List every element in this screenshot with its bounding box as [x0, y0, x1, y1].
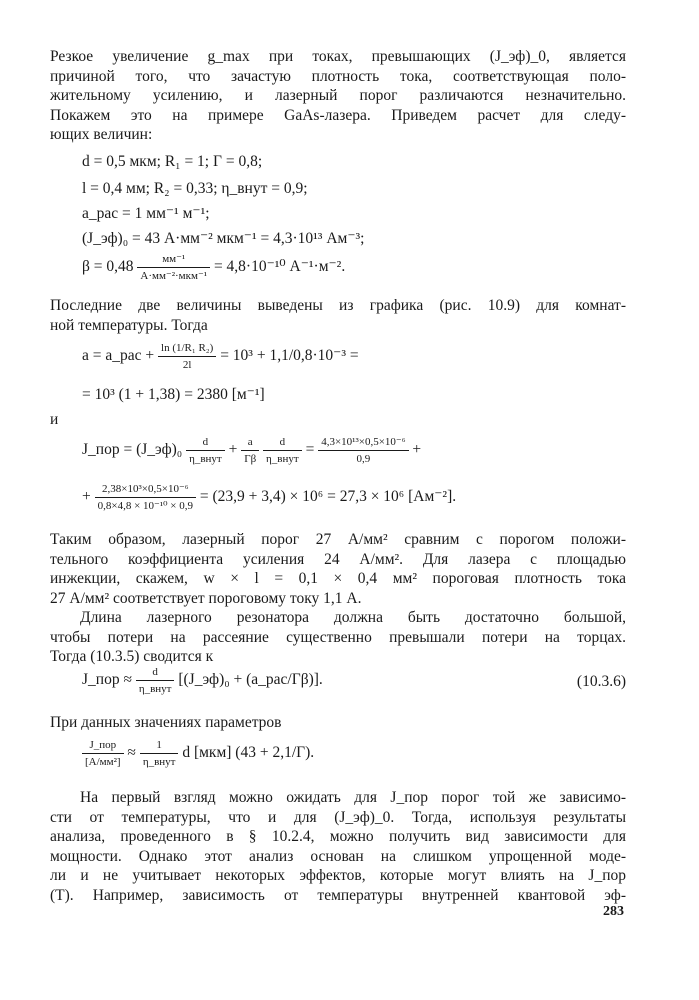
param-row-3: a_рас = 1 мм⁻¹ м⁻¹; — [82, 205, 210, 222]
text-line: Таким образом, лазерный порог 27 А/мм² сравним с порогом положи- — [50, 531, 626, 548]
text-line: ной температуры. Тогда — [50, 316, 208, 334]
fraction-denominator: η_внут — [138, 683, 172, 695]
fraction-denominator: 2l — [182, 359, 192, 371]
fraction-numerator: d — [263, 435, 302, 451]
fraction-denominator: 0,9 — [356, 453, 371, 465]
fraction-denominator: 0,8×4,8 × 10⁻¹⁰ × 0,9 — [97, 500, 193, 512]
fraction-denominator: Γβ — [244, 453, 257, 465]
fraction-d-eta — [136, 665, 175, 696]
equation-j-threshold — [82, 435, 421, 466]
equation-right: [(J_эф)₀ + (a_рас/Γβ)]. — [178, 671, 323, 689]
fraction-numerator: 4,3×10¹³×0,5×10⁻⁶ — [318, 435, 408, 451]
beta-fraction — [137, 252, 210, 283]
fraction-denominator: [А/мм²] — [85, 756, 121, 768]
equation-a-right: = 10³ + 1,1/0,8·10⁻³ = — [220, 347, 359, 365]
text-line: анализа, проведенного в § 10.2.4, можно получить вид зависимости для — [50, 828, 626, 846]
plus-sign: + — [412, 441, 422, 459]
text-line: Резкое увеличение g_max при токах, превышающих (J_эф)_0, является — [50, 48, 626, 65]
fraction-numerator: d — [136, 665, 175, 681]
fraction-j-units — [82, 738, 124, 769]
text-line: причиной того, что зачастую плотность тока, соответствующая поло- — [50, 67, 626, 85]
paragraph-given-params — [50, 713, 626, 733]
param-row-5 — [82, 252, 345, 283]
fraction-numerator: 2,38×10³×0,5×10⁻⁶ — [95, 482, 196, 498]
page-number: 283 — [603, 904, 624, 919]
text-line: Покажем это на примере GaAs-лазера. Приведем расчет для следу- — [50, 106, 626, 124]
text-line: ющих величин: — [50, 126, 153, 144]
equation-j-left: J_пор = (J_эф)₀ — [82, 441, 183, 459]
beta-value: = 4,8·10⁻¹⁰ А⁻¹·м⁻². — [213, 258, 346, 276]
fraction-denominator: η_внут — [266, 453, 299, 465]
paragraph-resonator — [50, 608, 626, 667]
text-line: Длина лазерного резонатора должна быть достаточно большой, — [80, 609, 626, 626]
equation-10-3-6 — [82, 665, 323, 696]
fraction-numerator: a — [241, 435, 259, 451]
equation-a — [82, 341, 359, 372]
fraction-numerator: J_пор — [82, 738, 124, 754]
fraction-denominator: А·мм⁻²·мкм⁻¹ — [140, 270, 208, 282]
fraction-one-eta — [140, 738, 179, 769]
plus-sign: + — [82, 488, 91, 506]
fraction-denominator: η_внут — [189, 453, 222, 465]
text-line: ли и не учитывает некоторых эффектов, которые могут влиять на J_пор — [50, 867, 626, 885]
text-line: Последние две величины выведены из графика (рис. 10.9) для комнат- — [50, 297, 626, 314]
equation-a-fraction — [158, 341, 216, 372]
plus-sign: + — [228, 441, 238, 459]
param-row-2: l = 0,4 мм; R₂ = 0,33; η_внут = 0,9; — [82, 180, 308, 197]
text-line: При данных значениях параметров — [50, 714, 282, 731]
equals-sign: = — [305, 441, 315, 459]
text-line: тельного коэффициента усиления 24 А/мм². Для лазера с площадью — [50, 550, 626, 568]
text-line: и — [50, 411, 59, 428]
fraction-a-gamma-beta — [241, 435, 259, 466]
fraction-numerator: d — [186, 435, 225, 451]
text-line: (T). Например, зависимость от температуры внутренней квантовой эф- — [50, 886, 626, 904]
fraction-numerator: 1 — [140, 738, 179, 754]
equation-a-line2: = 10³ (1 + 1,38) = 2380 [м⁻¹] — [82, 386, 265, 403]
text-line: жительному усилению, и лазерный порог различаются незначительно. — [50, 87, 626, 105]
equation-left: J_пор ≈ — [82, 671, 132, 689]
paragraph-temperature — [50, 788, 626, 906]
text-line: инжекции, скажем, w × l = 0,1 × 0,4 мм² пороговая плотность тока — [50, 570, 626, 588]
approx-sign: ≈ — [127, 744, 136, 762]
fraction-d-eta — [186, 435, 225, 466]
equation-j-line2 — [82, 482, 456, 513]
text-line: 27 А/мм² соответствует пороговому току 1,1 А. — [50, 589, 362, 607]
fraction-numerator: ln (1/R₁ R₂) — [158, 341, 216, 357]
fraction-numeric-2 — [95, 482, 196, 513]
fraction-numeric-1 — [318, 435, 408, 466]
paragraph-graph-note — [50, 296, 626, 335]
text-line: На первый взгляд можно ожидать для J_пор порог той же зависимо- — [80, 789, 626, 806]
paragraph-and — [50, 410, 626, 430]
equation-right: d [мкм] (43 + 2,1/Γ). — [182, 744, 315, 762]
paragraph-threshold — [50, 530, 626, 608]
equation-j-result: = (23,9 + 3,4) × 10⁶ = 27,3 × 10⁶ [Ам⁻²]. — [199, 488, 457, 506]
text-line: мощности. Однако этот анализ основан на слишком упрощенной моде- — [50, 847, 626, 865]
text-line: чтобы потери на рассеяние существенно превышали потери на торцах. — [50, 628, 626, 646]
fraction-numerator: мм⁻¹ — [137, 252, 210, 268]
text-line: Тогда (10.3.5) сводится к — [50, 648, 214, 666]
fraction-denominator: η_внут — [142, 756, 176, 768]
paragraph-intro — [50, 47, 626, 145]
param-row-4: (J_эф)₀ = 43 А·мм⁻² мкм⁻¹ = 4,3·10¹³ Ам⁻³; — [82, 230, 365, 247]
equation-number: (10.3.6) — [576, 673, 626, 690]
param-row-1: d = 0,5 мкм; R₁ = 1; Γ = 0,8; — [82, 153, 263, 170]
equation-final — [82, 738, 314, 769]
beta-label: β = 0,48 — [82, 258, 134, 276]
text-line: сти от температуры, что и для (J_эф)_0. Тогда, используя результаты — [50, 808, 626, 826]
equation-a-left: a = a_рас + — [82, 347, 155, 365]
fraction-d-eta-2 — [263, 435, 302, 466]
